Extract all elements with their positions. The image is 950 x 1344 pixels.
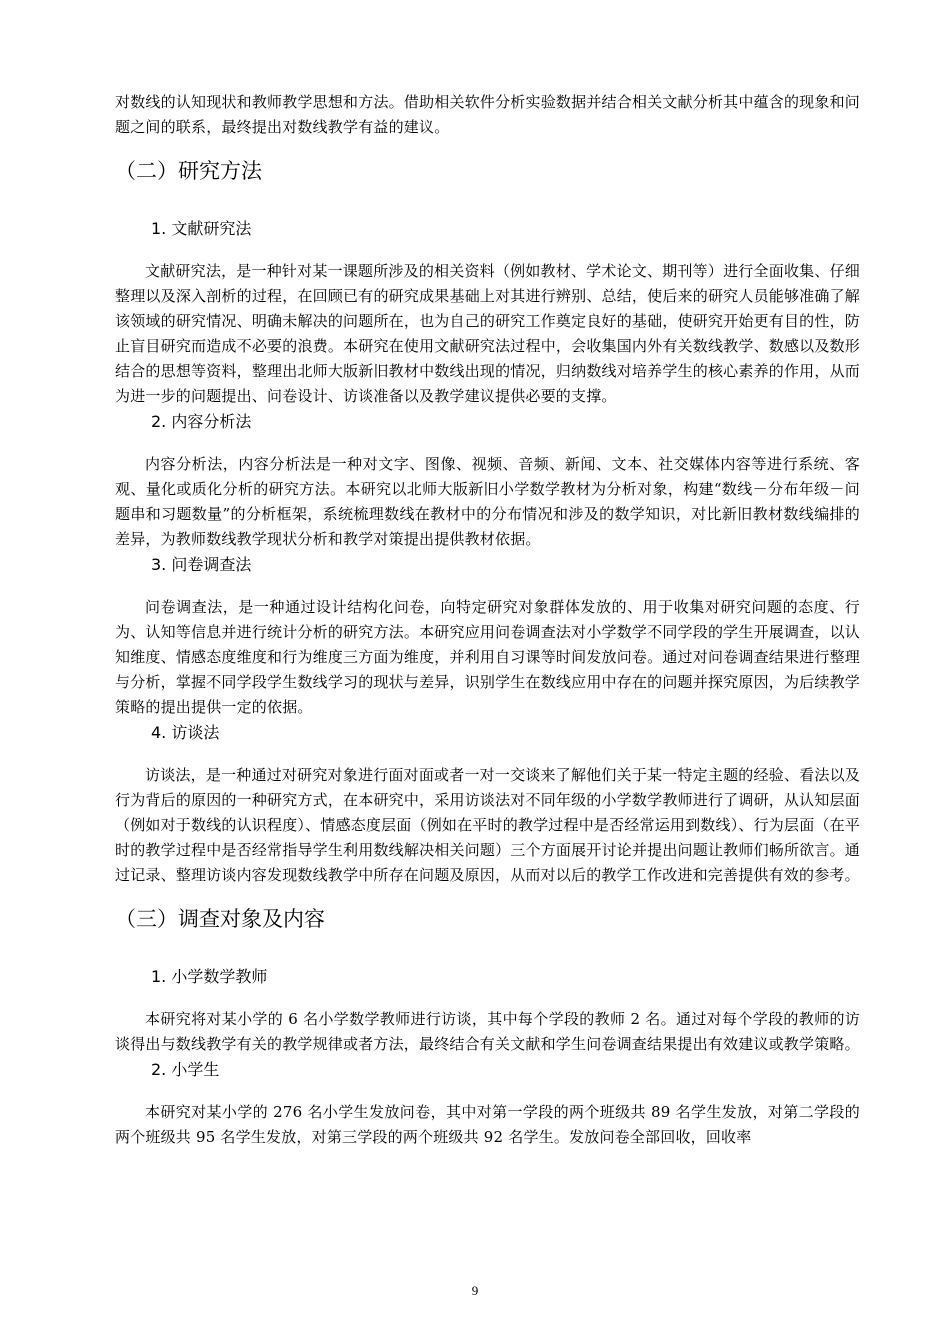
subheading-interview: 4. 访谈法 [151,723,220,742]
subheading-students: 2. 小学生 [151,1060,220,1079]
subheading-content-analysis: 2. 内容分析法 [151,412,252,431]
paragraph-questionnaire: 问卷调查法，是一种通过设计结构化问卷，向特定研究对象群体发放的、用于收集对研究问题的态度、行为、认知等信息并进行统计分析的研究方法。本研究应用问卷调查法对小学数学不同学段的学生开展调查，以认知维度、情感态度维度和行为维度三方面为维度，并利用自习课等时间发放问卷。通过对问卷调查结果进行整理与分析，掌握不同学段学生数线学习的现状与差异，识别学生在数线应用中存在的问题并探究原因，为后续教学策略的提出提供一定的依据。 [115,598,860,716]
paragraph-students: 本研究对某小学的 276 名小学生发放问卷，其中对第一学段的两个班级共 89 名学生发放，对第二学段的两个班级共 95 名学生发放，对第三学段的两个班级共 92 名学生。发放问卷全部回收，回收率 [115,1103,860,1146]
intro-paragraph: 对数线的认知现状和教师教学思想和方法。借助相关软件分析实验数据并结合相关文献分析其中蕴含的现象和问题之间的联系，最终提出对数线教学有益的建议。 [115,93,860,136]
page-number: 9 [471,1283,479,1298]
paragraph-literature-method: 文献研究法，是一种针对某一课题所涉及的相关资料（例如教材、学术论文、期刊等）进行全面收集、仔细整理以及深入剖析的过程，在回顾已有的研究成果基础上对其进行辨别、总结，使后来的研究人员能够准确了解该领域的研究情况、明确未解决的问题所在，也为自己的研究工作奠定良好的基础，使研究开始更有目的性，防止盲目研究而造成不必要的浪费。本研究在使用文献研究法过程中，会收集国内外有关数线教学、数感以及数形结合的思想等资料，整理出北师大版新旧教材中数线出现的情况，归纳数线对培养学生的核心素养的作用，从而为进一步的问题提出、问卷设计、访谈准备以及教学建议提供必要的支撑。 [115,262,860,405]
paragraph-interview: 访谈法，是一种通过对研究对象进行面对面或者一对一交谈来了解他们关于某一特定主题的经验、看法以及行为背后的原因的一种研究方式，在本研究中，采用访谈法对不同年级的小学数学教师进行了调研，从认知层面（例如对于数线的认识程度）、情感态度层面（例如在平时的教学过程中是否经常运用到数线）、行为层面（在平时的教学过程中是否经常指导学生利用数线解决相关问题）三个方面展开讨论并提出问题让教师们畅所欲言。通过记录、整理访谈内容发现数线教学中所存在问题及原因，从而对以后的教学工作改进和完善提供有效的参考。 [115,766,861,884]
page-content [115,90,860,1150]
section-heading-survey-subjects: （三）调查对象及内容 [115,907,325,931]
subheading-questionnaire: 3. 问卷调查法 [151,555,252,574]
paragraph-teachers: 本研究将对某小学的 6 名小学数学教师进行访谈，其中每个学段的教师 2 名。通过对每个学段的教师的访谈得出与数线教学有关的教学规律或者方法，最终结合有关文献和学生问卷调查结果提出有效建议或教学策略。 [115,1010,860,1053]
paragraph-content-analysis: 内容分析法，内容分析法是一种对文字、图像、视频、音频、新闻、文本、社交媒体内容等进行系统、客观、量化或质化分析的研究方法。本研究以北师大版新旧小学数学教材为分析对象，构建“数线－分布年级－问题串和习题数量”的分析框架，系统梳理数线在教材中的分布情况和涉及的数学知识，对比新旧教材数线编排的差异，为教师数线教学现状分析和教学对策提出提供教材依据。 [115,455,860,548]
section-heading-research-methods: （二）研究方法 [115,159,262,183]
subheading-teachers: 1. 小学数学教师 [151,967,268,986]
subheading-literature-method: 1. 文献研究法 [151,219,252,238]
